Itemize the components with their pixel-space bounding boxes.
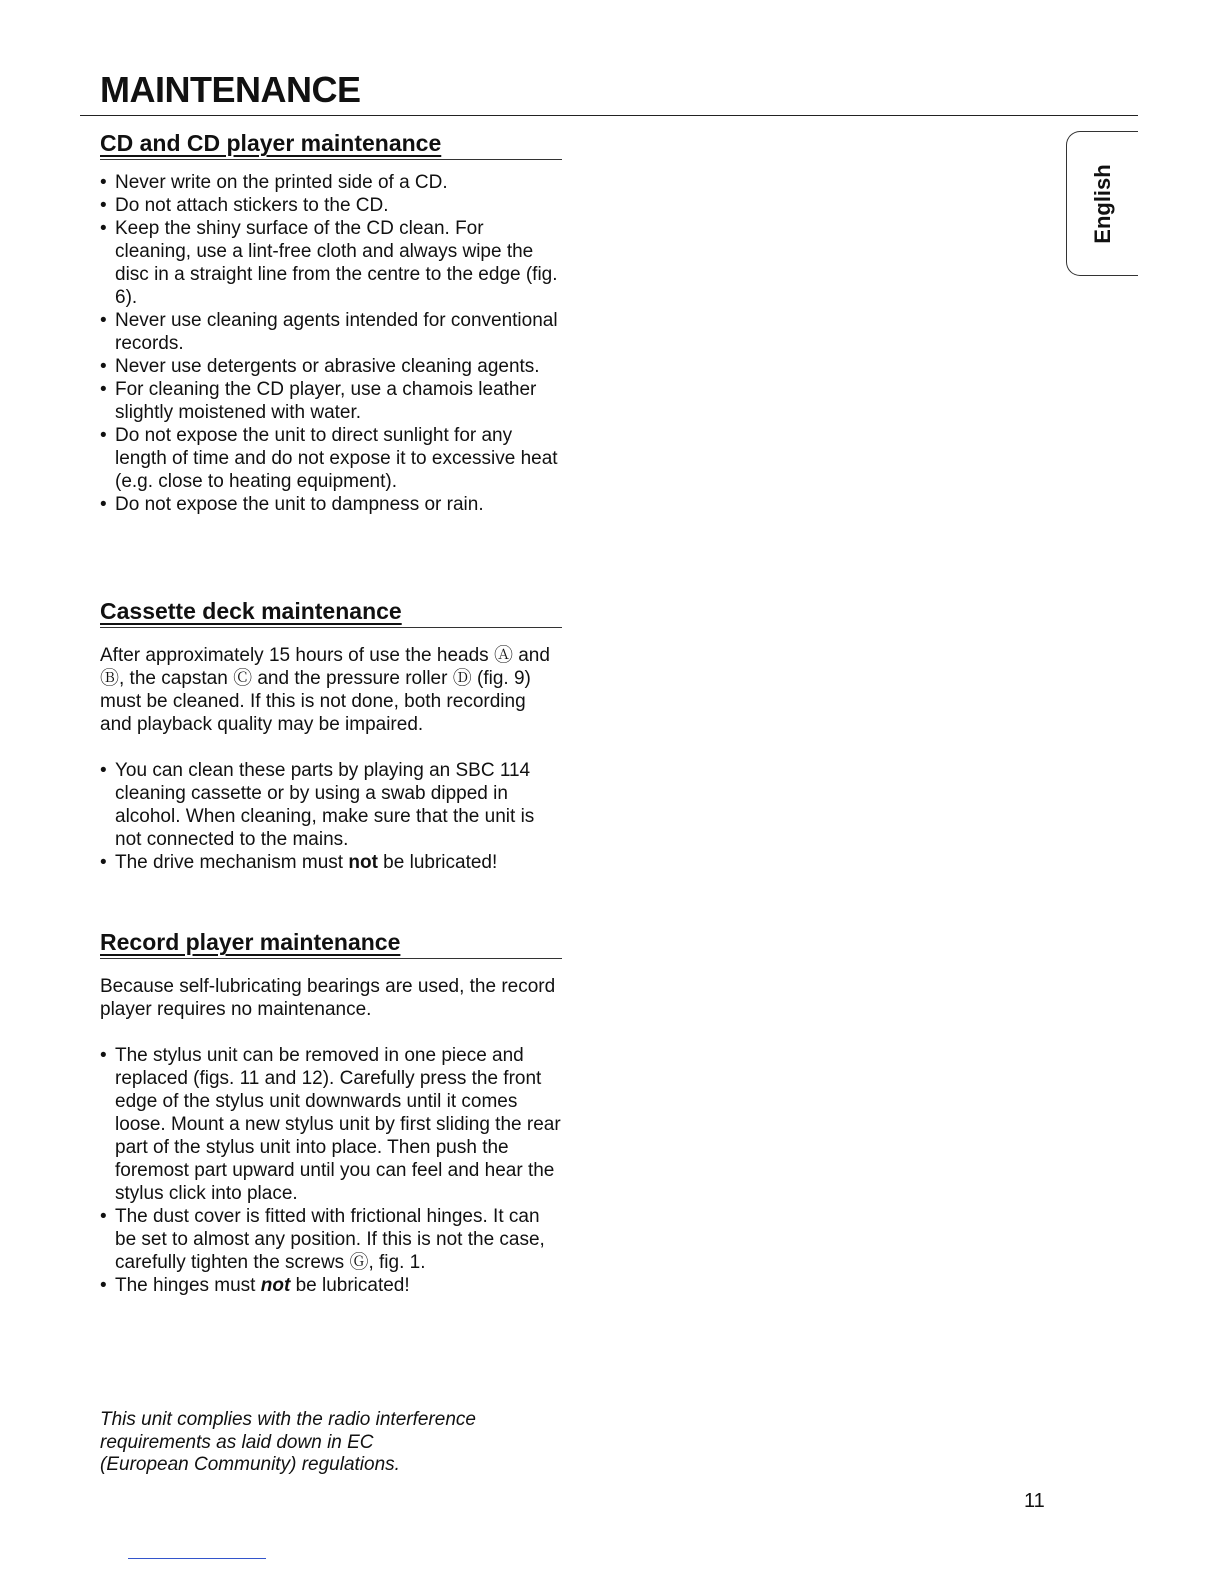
list-item-text: Do not expose the unit to direct sunlight for any length of time and do not expose it to excessive heat (e.g. close to heating equipment). <box>115 425 558 492</box>
cd-maintenance-list <box>100 171 562 516</box>
page-title: MAINTENANCE <box>100 69 361 110</box>
bullet-icon: • <box>100 310 107 331</box>
bullet-icon: • <box>100 1206 107 1227</box>
list-item-text: For cleaning the CD player, use a chamois leather slightly moistened with water. <box>115 379 537 423</box>
list-item-text: Never use detergents or abrasive cleaning agents. <box>115 356 540 377</box>
list-item <box>100 171 562 194</box>
cassette-maintenance-section <box>100 597 562 874</box>
cassette-intro: After approximately 15 hours of use the heads Ⓐ and Ⓑ, the capstan Ⓒ and the pressure roller Ⓓ (fig. 9) must be cleaned. If this is not done, both recording and playback quality may be impaired. <box>100 645 550 735</box>
list-item-text: The drive mechanism must <box>115 852 349 873</box>
list-item-text: Never use cleaning agents intended for conventional records. <box>115 310 558 354</box>
list-item <box>100 759 562 851</box>
heading-divider <box>100 958 562 959</box>
bullet-icon: • <box>100 494 107 515</box>
cassette-maintenance-list <box>100 759 562 874</box>
cassette-maintenance-heading: Cassette deck maintenance <box>100 598 402 624</box>
record-player-maintenance-heading: Record player maintenance <box>100 929 401 955</box>
cd-maintenance-heading: CD and CD player maintenance <box>100 130 442 156</box>
list-item <box>100 378 562 424</box>
list-item-text: The hinges must <box>115 1275 261 1296</box>
list-item-text: be lubricated! <box>377 852 498 873</box>
heading-divider <box>100 627 562 628</box>
record-player-maintenance-section <box>100 928 562 1297</box>
emphasis-not: not <box>348 852 378 873</box>
bullet-icon: • <box>100 760 107 781</box>
bullet-icon: • <box>100 195 107 216</box>
list-item-text: Do not expose the unit to dampness or rain. <box>115 494 484 515</box>
record-player-intro: Because self-lubricating bearings are used, the record player requires no maintenance. <box>100 976 556 1020</box>
bullet-icon: • <box>100 172 107 193</box>
footer-divider <box>128 1558 266 1559</box>
bullet-icon: • <box>100 425 107 446</box>
list-item-text: The stylus unit can be removed in one piece and replaced (figs. 11 and 12). Carefully press the front edge of the stylus unit downwards until it comes loose. Mount a new stylus unit by first sliding the rear part of the stylus unit into place. Then push the foremost part upward until you can feel and hear the stylus click into place. <box>115 1045 561 1204</box>
note-line: requirements as laid down in EC <box>100 1431 374 1453</box>
list-item <box>100 424 562 493</box>
bullet-icon: • <box>100 218 107 239</box>
emphasis-not: not <box>260 1275 291 1296</box>
bullet-icon: • <box>100 852 107 873</box>
ec-compliance-note <box>100 1409 560 1477</box>
list-item-text: Never write on the printed side of a CD. <box>115 172 448 193</box>
cd-maintenance-section <box>100 129 562 516</box>
list-item-text: be lubricated! <box>290 1275 410 1296</box>
bullet-icon: • <box>100 1045 107 1066</box>
list-item-text: Do not attach stickers to the CD. <box>115 195 389 216</box>
list-item <box>100 355 562 378</box>
record-player-maintenance-list <box>100 1044 562 1297</box>
heading-divider <box>100 159 562 160</box>
list-item-text: You can clean these parts by playing an SBC 114 cleaning cassette or by using a swab dipped in alcohol. When cleaning, make sure that the unit is not connected to the mains. <box>115 760 535 850</box>
list-item <box>100 217 562 309</box>
list-item-text: The dust cover is fitted with frictional hinges. It can be set to almost any position. If this is not the case, carefully tighten the screws Ⓖ, fig. 1. <box>115 1206 545 1273</box>
list-item-text: Keep the shiny surface of the CD clean. For cleaning, use a lint-free cloth and always wipe the disc in a straight line from the centre to the edge (fig. 6). <box>115 218 558 308</box>
note-line: This unit complies with the radio interference <box>100 1409 476 1430</box>
language-tab-label: English <box>1089 163 1115 244</box>
list-item <box>100 493 562 516</box>
language-tab <box>1066 131 1138 276</box>
bullet-icon: • <box>100 356 107 377</box>
list-item <box>100 1274 562 1297</box>
list-item <box>100 309 562 355</box>
note-line: (European Community) regulations. <box>100 1454 400 1475</box>
bullet-icon: • <box>100 379 107 400</box>
list-item <box>100 194 562 217</box>
title-divider <box>80 115 1138 116</box>
list-item <box>100 1205 562 1274</box>
list-item <box>100 851 562 874</box>
list-item <box>100 1044 562 1205</box>
bullet-icon: • <box>100 1275 107 1296</box>
page-number: 11 <box>1024 1490 1045 1512</box>
